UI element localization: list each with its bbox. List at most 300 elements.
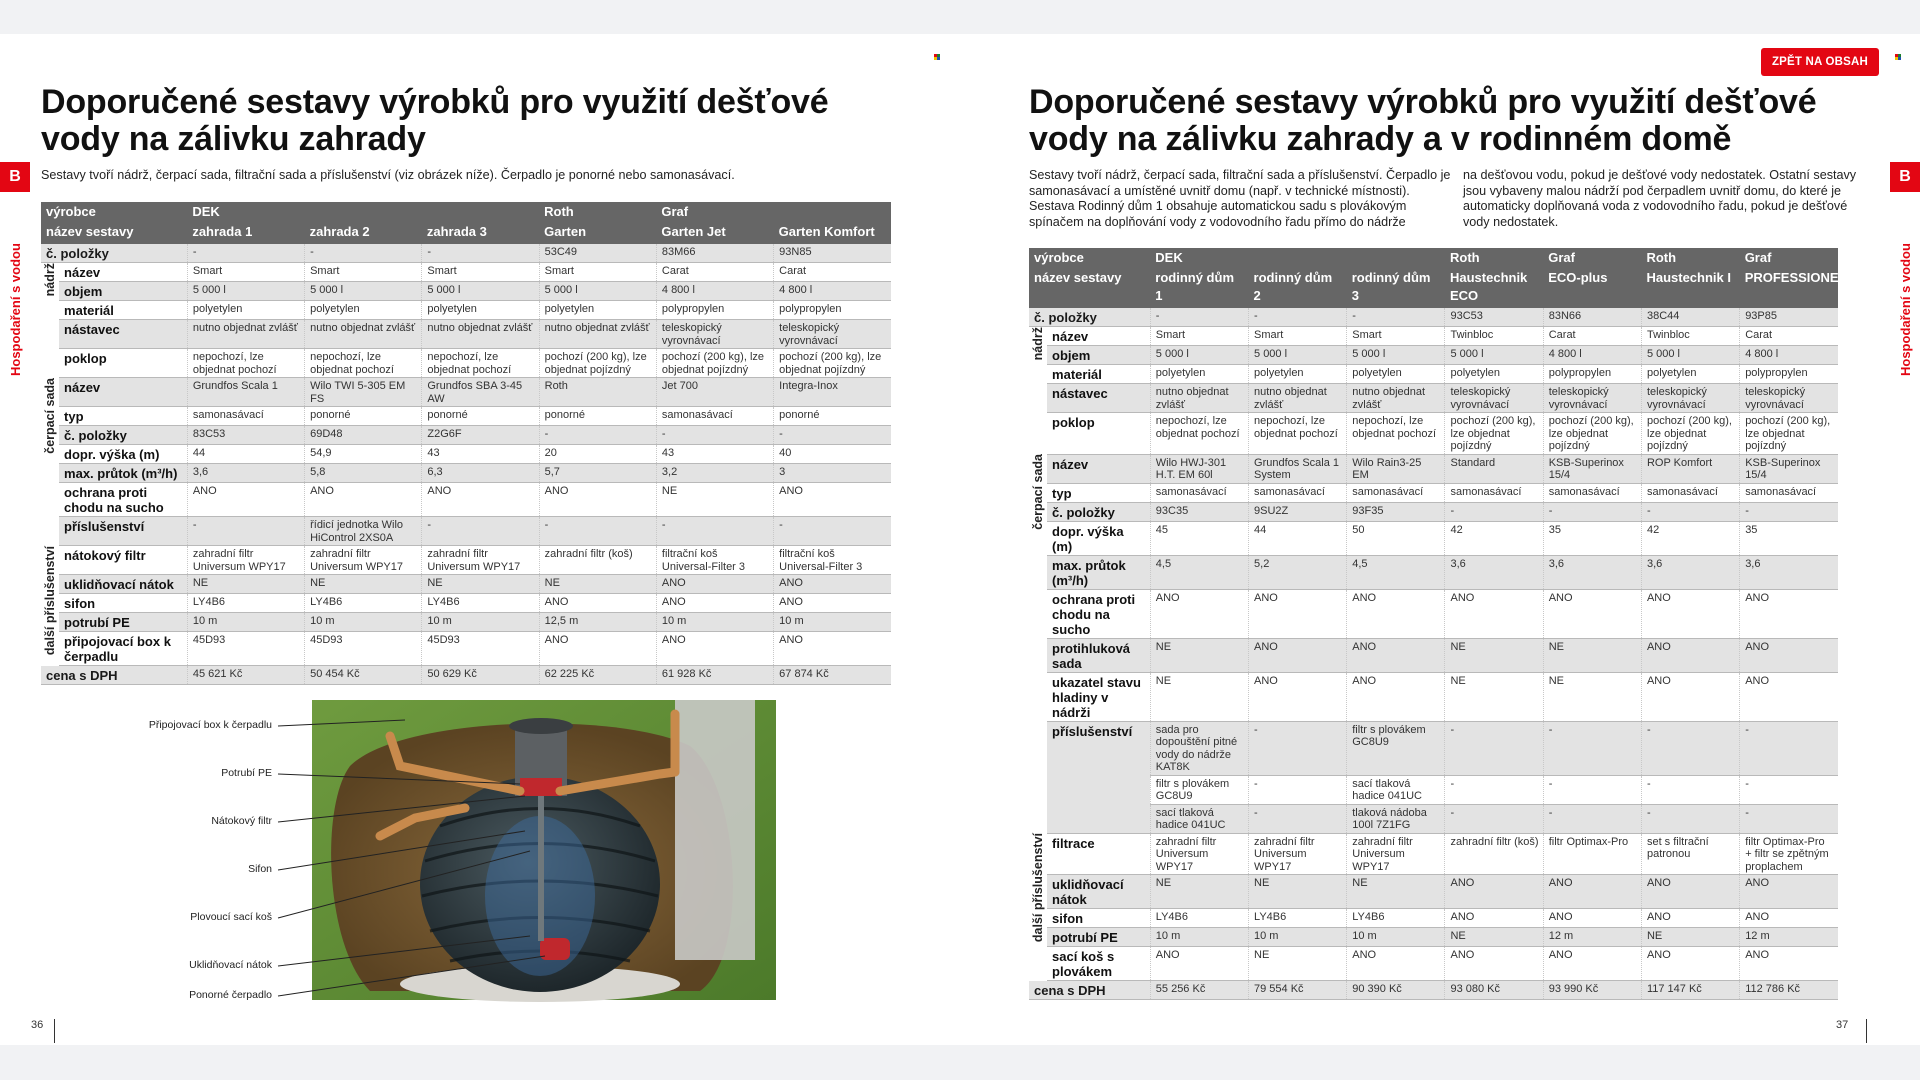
table-cell: LY4B6: [305, 594, 422, 613]
table-cell: Wilo HWJ-301 H.T. EM 60l: [1150, 454, 1248, 483]
table-cell: 5 000 l: [1249, 346, 1347, 365]
table-cell: ANO: [1347, 672, 1445, 721]
header-cell: Graf: [1740, 248, 1838, 268]
table-row: [1029, 638, 1838, 672]
row-label: dopr. výška (m): [59, 445, 187, 464]
table-cell: Grundfos SBA 3-45 AW: [422, 378, 539, 407]
header-cell: Garten Komfort: [774, 222, 891, 244]
row-label: č. položky: [59, 426, 187, 445]
table-cell: -: [1543, 721, 1641, 775]
table-cell: 5 000 l: [1445, 346, 1543, 365]
row-label: protihluková sada: [1047, 638, 1150, 672]
table-cell: zahradní filtr Universum WPY17: [187, 546, 304, 575]
callout-label: Sifon: [248, 863, 272, 875]
table-cell: 4 800 l: [1543, 346, 1641, 365]
header-cell: výrobce: [41, 202, 187, 222]
table-cell: NE: [422, 575, 539, 594]
table-cell: ANO: [1543, 875, 1641, 909]
header-row-manufacturer: [1029, 248, 1838, 268]
table-cell: 10 m: [1347, 928, 1445, 947]
table-cell: 83N66: [1543, 308, 1641, 327]
table-cell: 10 m: [305, 613, 422, 632]
table-cell: pochozí (200 kg), lze objednat pojízdný: [1740, 413, 1838, 455]
table-row: [1029, 308, 1838, 327]
section-tab[interactable]: B: [0, 162, 30, 192]
page-number: 36: [31, 1019, 44, 1031]
table-cell: samonasávací: [1347, 483, 1445, 502]
table-cell: pochozí (200 kg), lze objednat pojízdný: [1543, 413, 1641, 455]
table-cell: polypropylen: [1543, 365, 1641, 384]
row-label: č. položky: [41, 244, 187, 263]
price-row: [1029, 981, 1838, 1000]
group-label: nádrž: [41, 263, 59, 378]
table-cell: 45D93: [305, 632, 422, 666]
table-row: [1029, 947, 1838, 981]
table-row: [1029, 672, 1838, 721]
table-cell: ANO: [1347, 638, 1445, 672]
group-label: další příslušenství: [41, 546, 59, 666]
table-cell: 3,6: [1543, 555, 1641, 589]
table-cell: 93C35: [1150, 502, 1248, 521]
table-cell: -: [1641, 721, 1739, 775]
table-row: [41, 301, 891, 320]
table-cell: nepochozí, lze objednat pochozí: [305, 349, 422, 378]
row-label: nástavec: [1047, 384, 1150, 413]
table-cell: -: [774, 517, 891, 546]
title-line-1: Doporučené sestavy výrobků pro využití dešťové: [41, 83, 829, 121]
section-side-label: Hospodaření s vodou: [8, 243, 23, 376]
callout-label: Připojovací box k čerpadlu: [148, 719, 272, 731]
price-cell: 93 080 Kč: [1445, 981, 1543, 1000]
table-cell: teleskopický vyrovnávací: [1641, 384, 1739, 413]
header-cell: Haustechnik ECO: [1445, 268, 1543, 308]
table-cell: ANO: [187, 483, 304, 517]
callout-label: Uklidňovací nátok: [189, 959, 272, 971]
table-cell: nutno objednat zvlášť: [305, 320, 422, 349]
back-to-contents-button[interactable]: ZPĚT NA OBSAH: [1761, 48, 1879, 76]
table-cell: 5 000 l: [539, 282, 656, 301]
table-cell: sací tlaková hadice 041UC: [1150, 804, 1248, 833]
table-cell: NE: [539, 575, 656, 594]
header-cell: zahrada 1: [187, 222, 304, 244]
table-cell: Wilo TWI 5-305 EM FS: [305, 378, 422, 407]
table-cell: -: [1249, 775, 1347, 804]
table-cell: Smart: [1347, 327, 1445, 346]
row-label: uklidňovací nátok: [1047, 875, 1150, 909]
price-cell: 61 928 Kč: [656, 666, 773, 685]
table-cell: zahradní filtr Universum WPY17: [422, 546, 539, 575]
table-cell: NE: [1445, 638, 1543, 672]
table-cell: 93N85: [774, 244, 891, 263]
table-cell: NE: [305, 575, 422, 594]
table-cell: ANO: [1641, 638, 1739, 672]
table-cell: sada pro dopouštění pitné vody do nádrže KAT8K: [1150, 721, 1248, 775]
table-cell: -: [1543, 804, 1641, 833]
header-cell: rodinný dům 1: [1150, 268, 1248, 308]
table-cell: pochozí (200 kg), lze objednat pojízdný: [1641, 413, 1739, 455]
price-cell: 55 256 Kč: [1150, 981, 1248, 1000]
table-cell: 12 m: [1543, 928, 1641, 947]
table-row: [41, 426, 891, 445]
row-label: ochrana proti chodu na sucho: [59, 483, 187, 517]
table-cell: ANO: [1740, 947, 1838, 981]
title-line-2: vody na zálivku zahrady a v rodinném domě: [1029, 120, 1732, 158]
table-cell: filtr Optimax-Pro: [1543, 833, 1641, 875]
table-row: [1029, 589, 1838, 638]
table-cell: ANO: [656, 575, 773, 594]
table-cell: Carat: [774, 263, 891, 282]
row-label: materiál: [59, 301, 187, 320]
table-cell: nepochozí, lze objednat pochozí: [1249, 413, 1347, 455]
table-row: [1029, 521, 1838, 555]
table-cell: NE: [1543, 638, 1641, 672]
table-cell: Twinbloc: [1445, 327, 1543, 346]
table-cell: ANO: [1641, 672, 1739, 721]
table-row: [1029, 804, 1838, 833]
table-cell: filtr Optimax-Pro + filtr se zpětným proplachem: [1740, 833, 1838, 875]
row-label: nástavec: [59, 320, 187, 349]
page-title: [1029, 84, 1816, 158]
table-cell: řídicí jednotka Wilo HiControl 2XS0A: [305, 517, 422, 546]
table-cell: zahradní filtr Universum WPY17: [1150, 833, 1248, 875]
table-row: [1029, 555, 1838, 589]
table-cell: -: [1445, 502, 1543, 521]
table-cell: 45D93: [422, 632, 539, 666]
table-cell: NE: [1347, 875, 1445, 909]
row-label: sifon: [1047, 909, 1150, 928]
table-row: [1029, 909, 1838, 928]
table-cell: polyetylen: [1150, 365, 1248, 384]
table-row: [41, 632, 891, 666]
table-cell: 3,6: [1740, 555, 1838, 589]
price-cell: 117 147 Kč: [1641, 981, 1739, 1000]
table-cell: sací tlaková hadice 041UC: [1347, 775, 1445, 804]
price-cell: 67 874 Kč: [774, 666, 891, 685]
price-row: [41, 666, 891, 685]
table-cell: 43: [422, 445, 539, 464]
table-cell: Integra-Inox: [774, 378, 891, 407]
table-cell: nutno objednat zvlášť: [1347, 384, 1445, 413]
table-cell: ANO: [539, 483, 656, 517]
title-line-2: vody na zálivku zahrady: [41, 120, 426, 158]
table-cell: 12 m: [1740, 928, 1838, 947]
header-row-set-name: [1029, 268, 1838, 308]
left-page: [0, 34, 960, 1045]
table-cell: -: [187, 517, 304, 546]
table-row: [1029, 875, 1838, 909]
group-label: čerpací sada: [41, 378, 59, 546]
row-label: poklop: [59, 349, 187, 378]
table-cell: 93C53: [1445, 308, 1543, 327]
table-cell: ANO: [774, 575, 891, 594]
table-cell: Wilo Rain3-25 EM: [1347, 454, 1445, 483]
table-cell: ANO: [1445, 909, 1543, 928]
filter-unit: [520, 778, 562, 796]
table-cell: -: [1347, 308, 1445, 327]
table-cell: zahradní filtr Universum WPY17: [305, 546, 422, 575]
header-cell: Garten: [539, 222, 656, 244]
row-label: max. průtok (m³/h): [1047, 555, 1150, 589]
table-cell: 44: [187, 445, 304, 464]
table-cell: ANO: [422, 483, 539, 517]
garden-sets-table: [41, 202, 891, 685]
table-cell: -: [1641, 804, 1739, 833]
table-cell: NE: [1445, 672, 1543, 721]
row-label: sací koš s plovákem: [1047, 947, 1150, 981]
table-cell: Smart: [305, 263, 422, 282]
table-cell: ANO: [1543, 909, 1641, 928]
table-cell: KSB-Superinox 15/4: [1543, 454, 1641, 483]
table-cell: Smart: [539, 263, 656, 282]
table-cell: 83M66: [656, 244, 773, 263]
table-cell: -: [1641, 502, 1739, 521]
table-cell: ANO: [539, 594, 656, 613]
table-cell: samonasávací: [1641, 483, 1739, 502]
table-cell: nutno objednat zvlášť: [187, 320, 304, 349]
table-cell: 10 m: [774, 613, 891, 632]
tank-lid: [509, 718, 573, 734]
table-cell: nutno objednat zvlášť: [1150, 384, 1248, 413]
table-cell: ANO: [1641, 589, 1739, 638]
table-cell: samonasávací: [1445, 483, 1543, 502]
table-cell: LY4B6: [422, 594, 539, 613]
submersible-pump: [540, 938, 570, 960]
table-cell: 38C44: [1641, 308, 1739, 327]
table-cell: Grundfos Scala 1 System: [1249, 454, 1347, 483]
callout-label: Ponorné čerpadlo: [189, 989, 272, 1001]
house-wall: [675, 700, 755, 960]
section-tab[interactable]: B: [1890, 162, 1920, 192]
table-cell: 12,5 m: [539, 613, 656, 632]
table-cell: ANO: [1249, 672, 1347, 721]
row-label: cena s DPH: [41, 666, 187, 685]
price-cell: 50 629 Kč: [422, 666, 539, 685]
header-cell: rodinný dům 2: [1249, 268, 1347, 308]
header-cell: Graf: [656, 202, 773, 222]
table-row: [41, 378, 891, 407]
table-cell: Smart: [422, 263, 539, 282]
table-cell: samonasávací: [187, 407, 304, 426]
table-row: [41, 282, 891, 301]
row-label: ochrana proti chodu na sucho: [1047, 589, 1150, 638]
table-cell: 4 800 l: [774, 282, 891, 301]
table-cell: filtr s plovákem GC8U9: [1150, 775, 1248, 804]
house-sets-table: [1029, 248, 1847, 1000]
table-cell: 10 m: [1249, 928, 1347, 947]
table-cell: teleskopický vyrovnávací: [1543, 384, 1641, 413]
price-cell: 90 390 Kč: [1347, 981, 1445, 1000]
table-cell: 6,3: [422, 464, 539, 483]
table-cell: -: [187, 244, 304, 263]
table-cell: 5 000 l: [1641, 346, 1739, 365]
header-cell: [305, 202, 422, 222]
table-cell: 4 800 l: [656, 282, 773, 301]
table-cell: ANO: [774, 594, 891, 613]
table-cell: ANO: [656, 632, 773, 666]
table-cell: nepochozí, lze objednat pochozí: [187, 349, 304, 378]
table-row: [1029, 413, 1838, 455]
suction-pipe: [538, 796, 544, 941]
header-cell: ECO-plus: [1543, 268, 1641, 308]
table-cell: -: [1740, 502, 1838, 521]
table-cell: set s filtrační patronou: [1641, 833, 1739, 875]
table-cell: 5,2: [1249, 555, 1347, 589]
table-cell: 54,9: [305, 445, 422, 464]
callout-label: Plovoucí sací koš: [190, 911, 272, 923]
table-cell: 69D48: [305, 426, 422, 445]
table-cell: ANO: [1641, 875, 1739, 909]
table-cell: teleskopický vyrovnávací: [1445, 384, 1543, 413]
title-line-1: Doporučené sestavy výrobků pro využití dešťové: [1029, 83, 1817, 121]
row-label: max. průtok (m³/h): [59, 464, 187, 483]
table-cell: 5 000 l: [305, 282, 422, 301]
table-row: [41, 594, 891, 613]
table-cell: ANO: [774, 483, 891, 517]
table-cell: samonasávací: [1740, 483, 1838, 502]
price-cell: 50 454 Kč: [305, 666, 422, 685]
table-cell: NE: [1641, 928, 1739, 947]
table-cell: nutno objednat zvlášť: [539, 320, 656, 349]
header-cell: [422, 202, 539, 222]
table-cell: NE: [1150, 875, 1248, 909]
table-row: [1029, 928, 1838, 947]
table-cell: polyetylen: [305, 301, 422, 320]
table-cell: -: [1740, 721, 1838, 775]
table-cell: ANO: [1641, 947, 1739, 981]
table-cell: nepochozí, lze objednat pochozí: [1347, 413, 1445, 455]
price-cell: 79 554 Kč: [1249, 981, 1347, 1000]
table-cell: 44: [1249, 521, 1347, 555]
table-cell: NE: [1249, 875, 1347, 909]
table-cell: 5,7: [539, 464, 656, 483]
table-cell: 93F35: [1347, 502, 1445, 521]
row-label: příslušenství: [59, 517, 187, 546]
table-row: [41, 464, 891, 483]
table-cell: 10 m: [422, 613, 539, 632]
table-cell: 93P85: [1740, 308, 1838, 327]
price-cell: 45 621 Kč: [187, 666, 304, 685]
table-row: [41, 483, 891, 517]
table-cell: ANO: [656, 594, 773, 613]
header-cell: [1249, 248, 1347, 268]
table-cell: NE: [1150, 638, 1248, 672]
table-cell: -: [1150, 308, 1248, 327]
table-cell: NE: [1150, 672, 1248, 721]
price-cell: 112 786 Kč: [1740, 981, 1838, 1000]
table-cell: 4 800 l: [1740, 346, 1838, 365]
table-cell: 5 000 l: [422, 282, 539, 301]
group-label: nádrž: [1029, 327, 1047, 455]
header-cell: Graf: [1543, 248, 1641, 268]
header-cell: Roth: [1641, 248, 1739, 268]
table-cell: nutno objednat zvlášť: [1249, 384, 1347, 413]
table-cell: ANO: [1641, 909, 1739, 928]
row-label: nátokový filtr: [59, 546, 187, 575]
table-row: [1029, 384, 1838, 413]
header-cell: [774, 202, 891, 222]
table-cell: filtrační koš Universal-Filter 3: [774, 546, 891, 575]
table-cell: Jet 700: [656, 378, 773, 407]
table-cell: -: [539, 517, 656, 546]
table-cell: teleskopický vyrovnávací: [1740, 384, 1838, 413]
table-row: [1029, 502, 1838, 521]
table-cell: 5 000 l: [187, 282, 304, 301]
row-label: uklidňovací nátok: [59, 575, 187, 594]
table-cell: ANO: [1740, 672, 1838, 721]
table-cell: filtr s plovákem GC8U9: [1347, 721, 1445, 775]
table-cell: NE: [187, 575, 304, 594]
table-cell: ANO: [1445, 589, 1543, 638]
table-cell: 10 m: [656, 613, 773, 632]
table-row: [41, 445, 891, 464]
header-cell: rodinný dům 3: [1347, 268, 1445, 308]
table-cell: tlaková nádoba 100l 7Z1FG: [1347, 804, 1445, 833]
row-label: č. položky: [1047, 502, 1150, 521]
table-row: [1029, 775, 1838, 804]
table-cell: 42: [1445, 521, 1543, 555]
table-cell: 9SU2Z: [1249, 502, 1347, 521]
table-cell: 35: [1543, 521, 1641, 555]
table-cell: -: [1740, 775, 1838, 804]
table-cell: ponorné: [305, 407, 422, 426]
table-cell: -: [1543, 502, 1641, 521]
table-cell: -: [1445, 775, 1543, 804]
table-cell: LY4B6: [1150, 909, 1248, 928]
table-cell: 4,5: [1150, 555, 1248, 589]
table-cell: 43: [656, 445, 773, 464]
table-cell: nutno objednat zvlášť: [422, 320, 539, 349]
table-cell: ANO: [1543, 589, 1641, 638]
header-cell: DEK: [187, 202, 304, 222]
table-cell: Roth: [539, 378, 656, 407]
table-cell: teleskopický vyrovnávací: [774, 320, 891, 349]
table-cell: ANO: [1543, 947, 1641, 981]
table-cell: 10 m: [1150, 928, 1248, 947]
table-cell: NE: [1445, 928, 1543, 947]
price-cell: 62 225 Kč: [539, 666, 656, 685]
table-cell: LY4B6: [1347, 909, 1445, 928]
lead-text-column-2: na dešťovou vodu, pokud je dešťové vody nedostatek. Ostatní sestavy jsou vybaveny malou nádrží pod čerpadlem uvnitř domu, do které je automaticky doplňovaná voda z vodovodního řadu, pokud je dešťové vody nedostatek.: [1463, 168, 1857, 229]
table-cell: -: [1249, 721, 1347, 775]
table-cell: 50: [1347, 521, 1445, 555]
table-cell: Smart: [187, 263, 304, 282]
registration-mark-icon: [1895, 54, 1901, 60]
row-label: objem: [1047, 346, 1150, 365]
table-row: [41, 407, 891, 426]
table-cell: -: [1249, 804, 1347, 833]
table-cell: ANO: [539, 632, 656, 666]
table-cell: samonasávací: [1543, 483, 1641, 502]
table-cell: -: [422, 244, 539, 263]
header-cell: zahrada 2: [305, 222, 422, 244]
table-cell: Carat: [1740, 327, 1838, 346]
table-cell: KSB-Superinox 15/4: [1740, 454, 1838, 483]
table-row: [1029, 483, 1838, 502]
callout-label: Nátokový filtr: [211, 815, 272, 827]
table-cell: polyetylen: [187, 301, 304, 320]
row-label: č. položky: [1029, 308, 1150, 327]
header-cell: název sestavy: [41, 222, 187, 244]
table-cell: Smart: [1150, 327, 1248, 346]
table-cell: ANO: [1740, 909, 1838, 928]
table-cell: ROP Komfort: [1641, 454, 1739, 483]
table-cell: 45D93: [187, 632, 304, 666]
table-cell: ANO: [305, 483, 422, 517]
row-label: potrubí PE: [59, 613, 187, 632]
table-cell: Smart: [1249, 327, 1347, 346]
group-label: čerpací sada: [1029, 454, 1047, 833]
table-cell: 40: [774, 445, 891, 464]
